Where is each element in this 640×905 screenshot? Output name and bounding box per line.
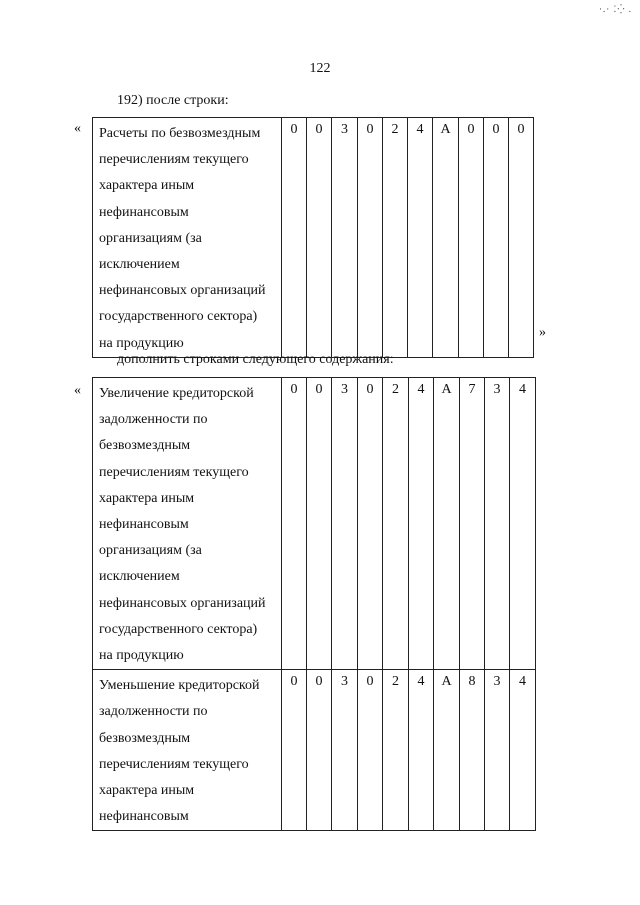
close-quote-1: »	[539, 325, 546, 340]
row-name-line: задолженности по	[99, 412, 208, 428]
row-name-line: на продукцию	[99, 648, 184, 664]
code-digit-cell: 0	[358, 670, 383, 831]
code-digit-cell: 3	[332, 118, 358, 358]
table-before	[92, 117, 534, 358]
row-name-line: характера иным	[99, 178, 195, 194]
table-row	[93, 378, 536, 670]
row-name-line: организациям (за	[99, 543, 202, 559]
scan-artifact: ·.· ⁚⁛ .	[598, 4, 632, 14]
row-name-line: нефинансовым	[99, 809, 189, 825]
code-digit-cell: 4	[510, 670, 536, 831]
code-digit-cell: 0	[307, 378, 332, 670]
open-quote-2: «	[74, 383, 81, 398]
row-name-cell	[93, 670, 282, 831]
row-name-line: организациям (за	[99, 230, 202, 246]
code-digit-cell: 3	[332, 378, 358, 670]
code-digit-cell: 0	[282, 118, 307, 358]
code-digit-cell: 0	[484, 118, 509, 358]
row-name-line: перечислениям текущего	[99, 756, 249, 772]
row-name-line: государственного сектора)	[99, 309, 258, 325]
code-digit-cell: 4	[510, 378, 536, 670]
row-name-line: перечислениям текущего	[99, 464, 249, 480]
code-digit-cell: 3	[485, 670, 510, 831]
code-digit-cell: 4	[409, 670, 434, 831]
code-digit-cell: 4	[408, 118, 433, 358]
table-row	[93, 670, 536, 831]
code-digit-cell: 7	[460, 378, 485, 670]
row-name-line: нефинансовых организаций	[99, 283, 266, 299]
code-digit-cell: 0	[307, 118, 332, 358]
row-name-line: нефинансовым	[99, 204, 189, 220]
code-digit-cell: 2	[383, 378, 409, 670]
row-name-line: перечислениям текущего	[99, 152, 249, 168]
row-name-line: Уменьшение кредиторской	[99, 678, 260, 694]
code-digit-cell: 8	[460, 670, 485, 831]
row-name-line: государственного сектора)	[99, 621, 258, 637]
page-number: 122	[309, 61, 331, 76]
row-name-line: характера иным	[99, 783, 195, 799]
code-digit-cell: 4	[409, 378, 434, 670]
code-digit-cell: 3	[332, 670, 358, 831]
table-new-rows	[92, 377, 536, 831]
open-quote-1: «	[74, 121, 81, 136]
code-digit-cell: 2	[383, 670, 409, 831]
code-digit-cell: 0	[459, 118, 484, 358]
between-text: дополнить строками следующего содержания:	[117, 352, 394, 367]
row-name-line: нефинансовых организаций	[99, 595, 266, 611]
code-digit-cell: 0	[358, 118, 383, 358]
row-name-line: характера иным	[99, 490, 195, 506]
code-digit-cell: 0	[282, 378, 307, 670]
table-row	[93, 118, 534, 358]
row-name-line: задолженности по	[99, 704, 208, 720]
code-digit-cell: А	[434, 670, 460, 831]
row-name-cell	[93, 118, 282, 358]
row-name-line: Увеличение кредиторской	[99, 386, 254, 401]
code-digit-cell: А	[434, 378, 460, 670]
code-digit-cell: 3	[485, 378, 510, 670]
row-name-line: исключением	[99, 569, 180, 585]
row-name-line: Расчеты по безвозмездным	[99, 126, 261, 141]
code-digit-cell: 0	[358, 378, 383, 670]
code-digit-cell: 0	[307, 670, 332, 831]
row-name-line: нефинансовым	[99, 517, 189, 533]
row-name-line: исключением	[99, 257, 180, 273]
intro-text: 192) после строки:	[117, 93, 229, 108]
code-digit-cell: А	[433, 118, 459, 358]
code-digit-cell: 0	[282, 670, 307, 831]
row-name-line: безвозмездным	[99, 730, 191, 746]
row-name-line: на продукцию	[99, 335, 184, 351]
row-name-line: безвозмездным	[99, 438, 191, 454]
code-digit-cell: 2	[383, 118, 408, 358]
row-name-cell	[93, 378, 282, 670]
code-digit-cell: 0	[509, 118, 534, 358]
